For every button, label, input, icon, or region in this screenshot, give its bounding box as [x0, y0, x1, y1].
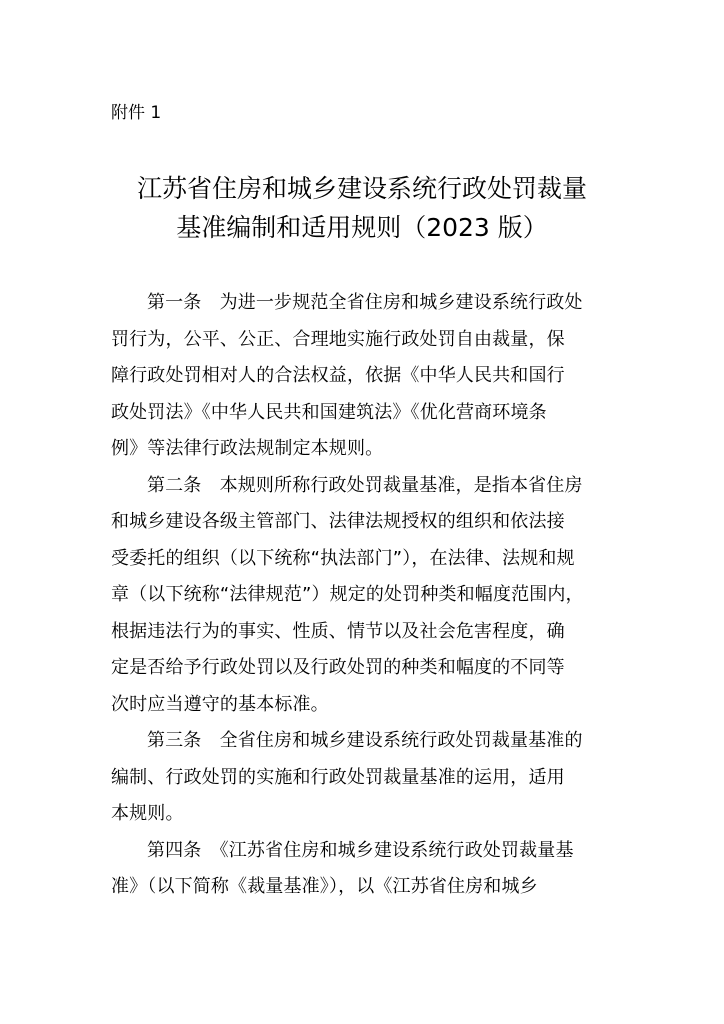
article-3-line: 第三条 全省住房和城乡建设系统行政处罚裁量基准的 [147, 730, 583, 751]
article-2-line: 定是否给予行政处罚以及行政处罚的种类和幅度的不同等 [111, 657, 565, 678]
article-3-line: 编制、行政处罚的实施和行政处罚裁量基准的运用，适用 [111, 766, 565, 788]
article-4-line: 第四条 《江苏省住房和城乡建设系统行政处罚裁量基 [147, 839, 574, 861]
attachment-label: 附件 1 [111, 103, 162, 123]
article-2-line: 和城乡建设各级主管部门、法律法规授权的组织和依法接 [111, 511, 565, 532]
article-2-line: 根据违法行为的事实、性质、情节以及社会危害程度，确 [111, 620, 565, 642]
article-1-line: 政处罚法》《中华人民共和国建筑法》《优化营商环境条 [111, 401, 547, 423]
title-line-2: 基准编制和适用规则（2023 版） [176, 213, 548, 242]
title-line-1: 江苏省住房和城乡建设系统行政处罚裁量 [136, 174, 587, 203]
article-1-line: 例》等法律行政法规制定本规则。 [111, 438, 384, 459]
article-2-line: 受委托的组织（以下统称“执法部门”），在法律、法规和规 [111, 547, 575, 569]
article-4-line: 准》（以下简称《裁量基准》），以《江苏省住房和城乡 [111, 876, 538, 897]
article-2-line: 第二条 本规则所称行政处罚裁量基准，是指本省住房 [147, 474, 583, 496]
document-body [111, 285, 615, 906]
article-2-line: 次时应当遵守的基本标准。 [111, 693, 329, 715]
article-1-line: 障行政处罚相对人的合法权益，依据《中华人民共和国行 [111, 365, 565, 386]
article-2-line: 章（以下统称“法律规范”）规定的处罚种类和幅度范围内， [111, 584, 584, 605]
document-title [100, 169, 624, 247]
article-1-line: 罚行为，公平、公正、合理地实施行政处罚自由裁量，保 [111, 328, 565, 350]
article-3-line: 本规则。 [111, 803, 184, 824]
article-1-line: 第一条 为进一步规范全省住房和城乡建设系统行政处 [147, 292, 583, 313]
